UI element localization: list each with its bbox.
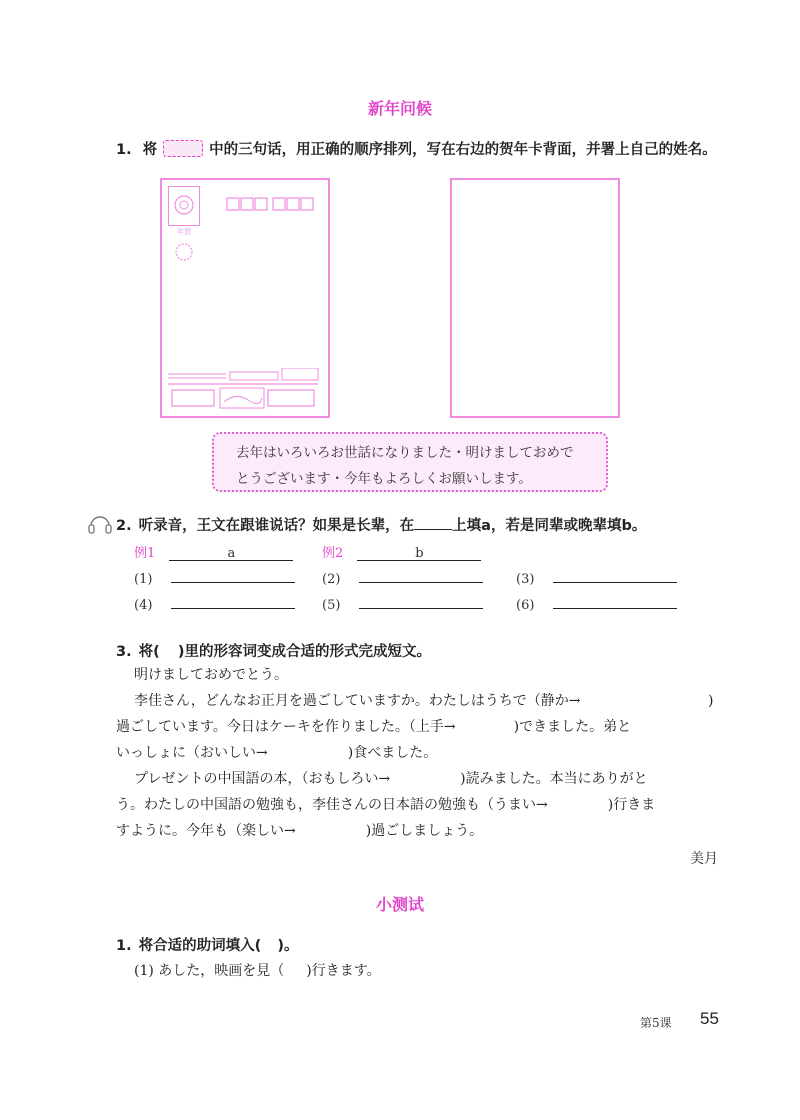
letter-line-1 xyxy=(134,688,580,714)
letter-text: プレゼントの中国語の本，（おもしろい→ xyxy=(134,771,391,787)
lottery-area xyxy=(166,368,322,416)
item-label: (4) xyxy=(134,598,153,613)
letter-text: すように。今年も（楽しい→ xyxy=(116,823,296,839)
item-label: (6) xyxy=(516,598,535,613)
question-text: 听录音，王文在跟谁说话？如果是长辈，在 xyxy=(138,518,415,534)
sentence-line-2: とうございます・今年もよろしくお願いします。 xyxy=(236,471,532,487)
letter-line-6 xyxy=(116,818,483,844)
item-label: (2) xyxy=(322,572,341,587)
letter-text: 過ごしています。今日はケーキを作りました。（上手→ xyxy=(116,719,456,735)
answer-line[interactable] xyxy=(171,594,295,609)
letter-text: 李佳さん，どんなお正月を過ごしていますか。わたしはうちで（静か→ xyxy=(134,693,581,709)
answer-item-5[interactable] xyxy=(322,594,483,613)
answer-line[interactable] xyxy=(359,594,483,609)
item-text: (1) あした，映画を見（ xyxy=(134,963,285,979)
answer-item-6[interactable] xyxy=(516,594,677,613)
letter-line-3 xyxy=(116,740,437,766)
question-text: 中的三句话，用正确的顺序排列，写在右边的贺年卡背面，并署上自己的姓名。 xyxy=(209,142,717,158)
section-title-quiz: 小测试 xyxy=(375,895,424,914)
letter-text: う。わたしの中国語の勉強も，李佳さんの日本語の勉強も（うまい→ xyxy=(116,797,548,813)
sentence-box-marker xyxy=(163,140,203,157)
question-3 xyxy=(116,640,431,661)
postcard-back[interactable] xyxy=(450,178,620,418)
question-number: 1. xyxy=(116,938,132,954)
letter-text: )行きま xyxy=(607,797,656,813)
question-title-post: )里的形容词变成合适的形式完成短文。 xyxy=(177,644,431,660)
postmark-icon xyxy=(174,242,194,262)
question-number: 3. xyxy=(116,644,132,660)
headphone-icon xyxy=(86,510,114,538)
letter-text: )過ごしましょう。 xyxy=(365,823,484,839)
question-number: 2. xyxy=(116,518,132,534)
test-item-1 xyxy=(134,958,381,984)
example-2 xyxy=(322,542,481,561)
question-text-2: 上填a，若是同辈或晚辈填b。 xyxy=(452,518,647,534)
stamp-label: 年賀 xyxy=(177,228,191,236)
answer-item-4[interactable] xyxy=(134,594,295,613)
stamp-icon xyxy=(168,186,200,226)
postal-dots: ····· xyxy=(228,192,268,199)
postcard-front xyxy=(160,178,330,418)
item-label: (5) xyxy=(322,598,341,613)
letter-text: )食べました。 xyxy=(347,745,438,761)
question-1 xyxy=(116,138,717,159)
letter-signature: 美月 xyxy=(690,851,718,867)
answer-item-1[interactable] xyxy=(134,568,295,587)
lesson-label: 第5课 xyxy=(640,1016,672,1030)
example-label: 例2 xyxy=(322,546,344,561)
item-text: )行きます。 xyxy=(306,963,381,979)
letter-line-2 xyxy=(116,714,631,740)
example-1 xyxy=(134,542,293,561)
section-title-new-year: 新年问候 xyxy=(367,99,432,118)
item-label: (1) xyxy=(134,572,153,587)
example-answer: a xyxy=(169,546,293,561)
question-pre: 将 xyxy=(142,142,158,158)
answer-line[interactable] xyxy=(553,568,677,583)
example-answer: b xyxy=(357,546,481,561)
postal-code-boxes xyxy=(226,196,318,215)
test-question-1 xyxy=(116,934,298,955)
letter-text: )読みました。本当にありがと xyxy=(460,771,648,787)
answer-item-2[interactable] xyxy=(322,568,483,587)
blank-line xyxy=(414,515,452,530)
answer-line[interactable] xyxy=(553,594,677,609)
letter-text: いっしょに（おいしい→ xyxy=(116,745,268,761)
letter-line-5 xyxy=(116,792,655,818)
letter-line-4 xyxy=(134,766,648,792)
question-number: 1. xyxy=(116,142,132,158)
answer-line[interactable] xyxy=(359,568,483,583)
page-number: 55 xyxy=(700,1009,719,1028)
question-pre: 将合适的助词填入( xyxy=(138,938,262,954)
letter-text: )できました。弟と xyxy=(513,719,632,735)
example-label: 例1 xyxy=(134,546,156,561)
sentence-line-1: 去年はいろいろお世話になりました・明けましておめで xyxy=(236,445,574,461)
sentence-box xyxy=(212,432,608,492)
question-2 xyxy=(116,514,646,535)
question-post: )。 xyxy=(277,938,299,954)
answer-line[interactable] xyxy=(171,568,295,583)
item-label: (3) xyxy=(516,572,535,587)
letter-paren-close: ) xyxy=(708,693,714,709)
question-title-pre: 将( xyxy=(138,644,160,660)
answer-item-3[interactable] xyxy=(516,568,677,587)
letter-greeting: 明けましておめでとう。 xyxy=(134,667,288,683)
